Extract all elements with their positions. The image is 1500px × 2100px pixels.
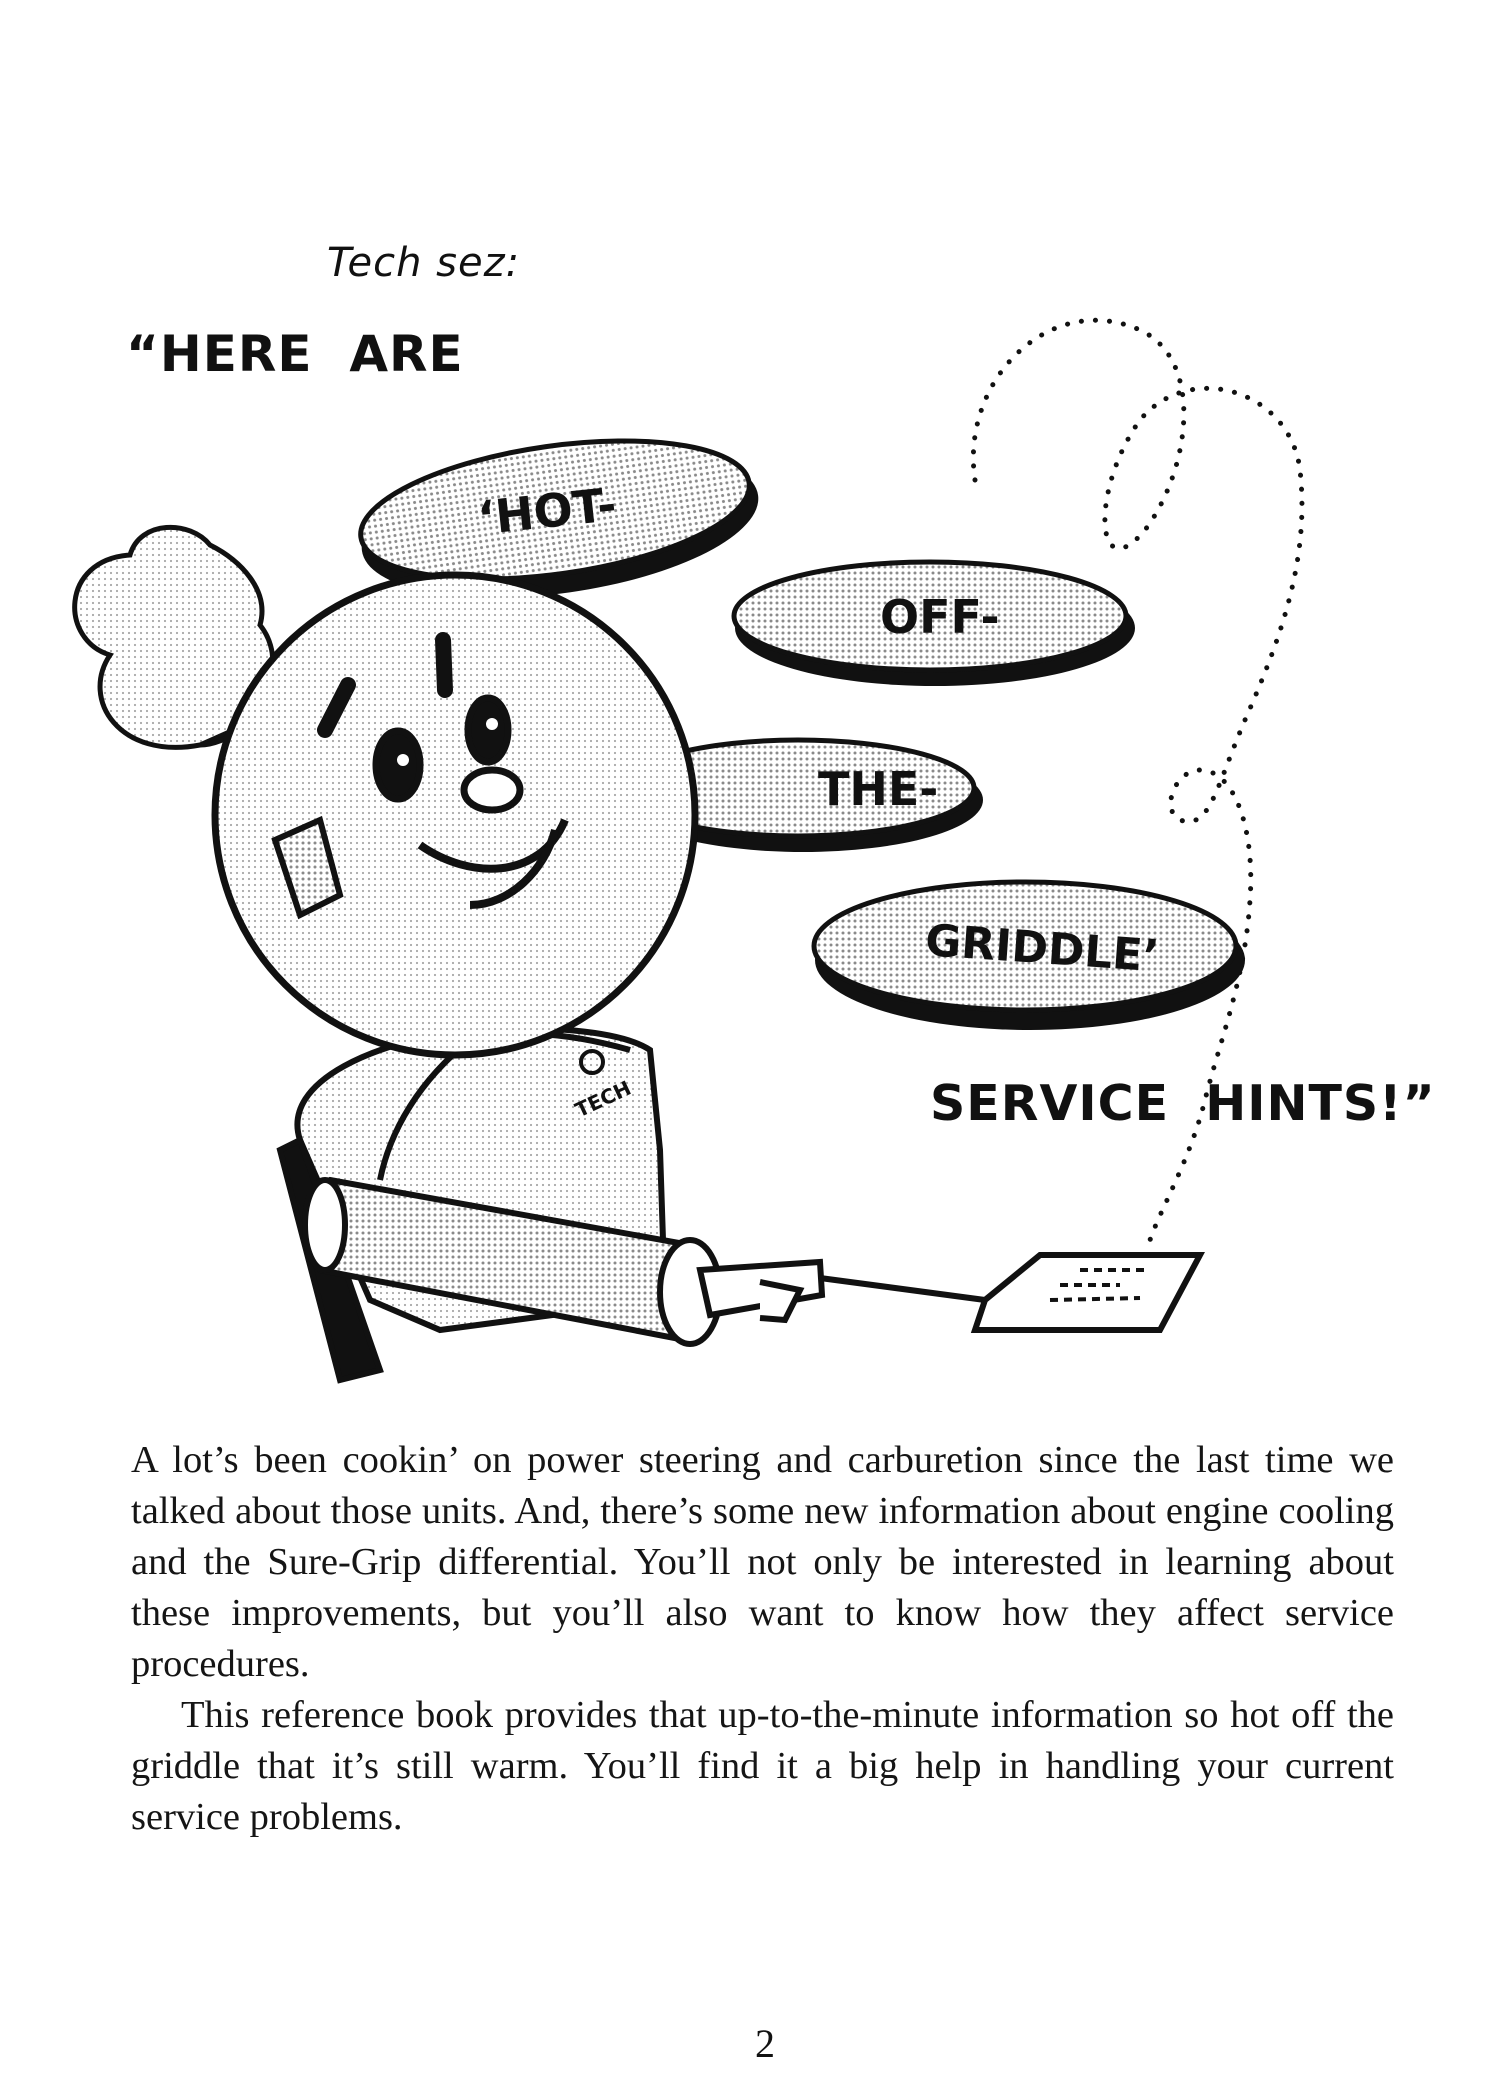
body-paragraph: A lot’s been cookin’ on power steering and carburetion since the last time we talked about those units. And, there’s some new information about engine cooling and the Sure-Grip differential. You’ll not only be interested in learning about these improvements, but you’ll also want to know how they affect service procedures. bbox=[131, 1439, 1394, 1685]
service-hints-headline: SERVICE HINTS!” bbox=[930, 1075, 1436, 1132]
tech-sez-caption: Tech sez: bbox=[327, 240, 521, 286]
body-paragraph: This reference book provides that up-to-the-minute information so hot off the griddle that it’s still warm. You’ll find it a big help in handling your current service problems. bbox=[131, 1694, 1394, 1838]
tech-shirt-logo: TECH bbox=[571, 1075, 635, 1123]
mascot-head bbox=[215, 575, 695, 1055]
griddle-label-hot: ‘HOT- bbox=[475, 477, 619, 546]
body-text bbox=[131, 1435, 1394, 1843]
page-number: 2 bbox=[755, 2021, 775, 2066]
griddle-label-the: THE- bbox=[818, 762, 939, 816]
griddle-label-griddle: GRIDDLE’ bbox=[923, 915, 1161, 983]
here-are-headline: “HERE ARE bbox=[126, 325, 464, 383]
griddle-label-off: OFF- bbox=[880, 590, 1000, 644]
spatula-icon bbox=[700, 1255, 1200, 1330]
